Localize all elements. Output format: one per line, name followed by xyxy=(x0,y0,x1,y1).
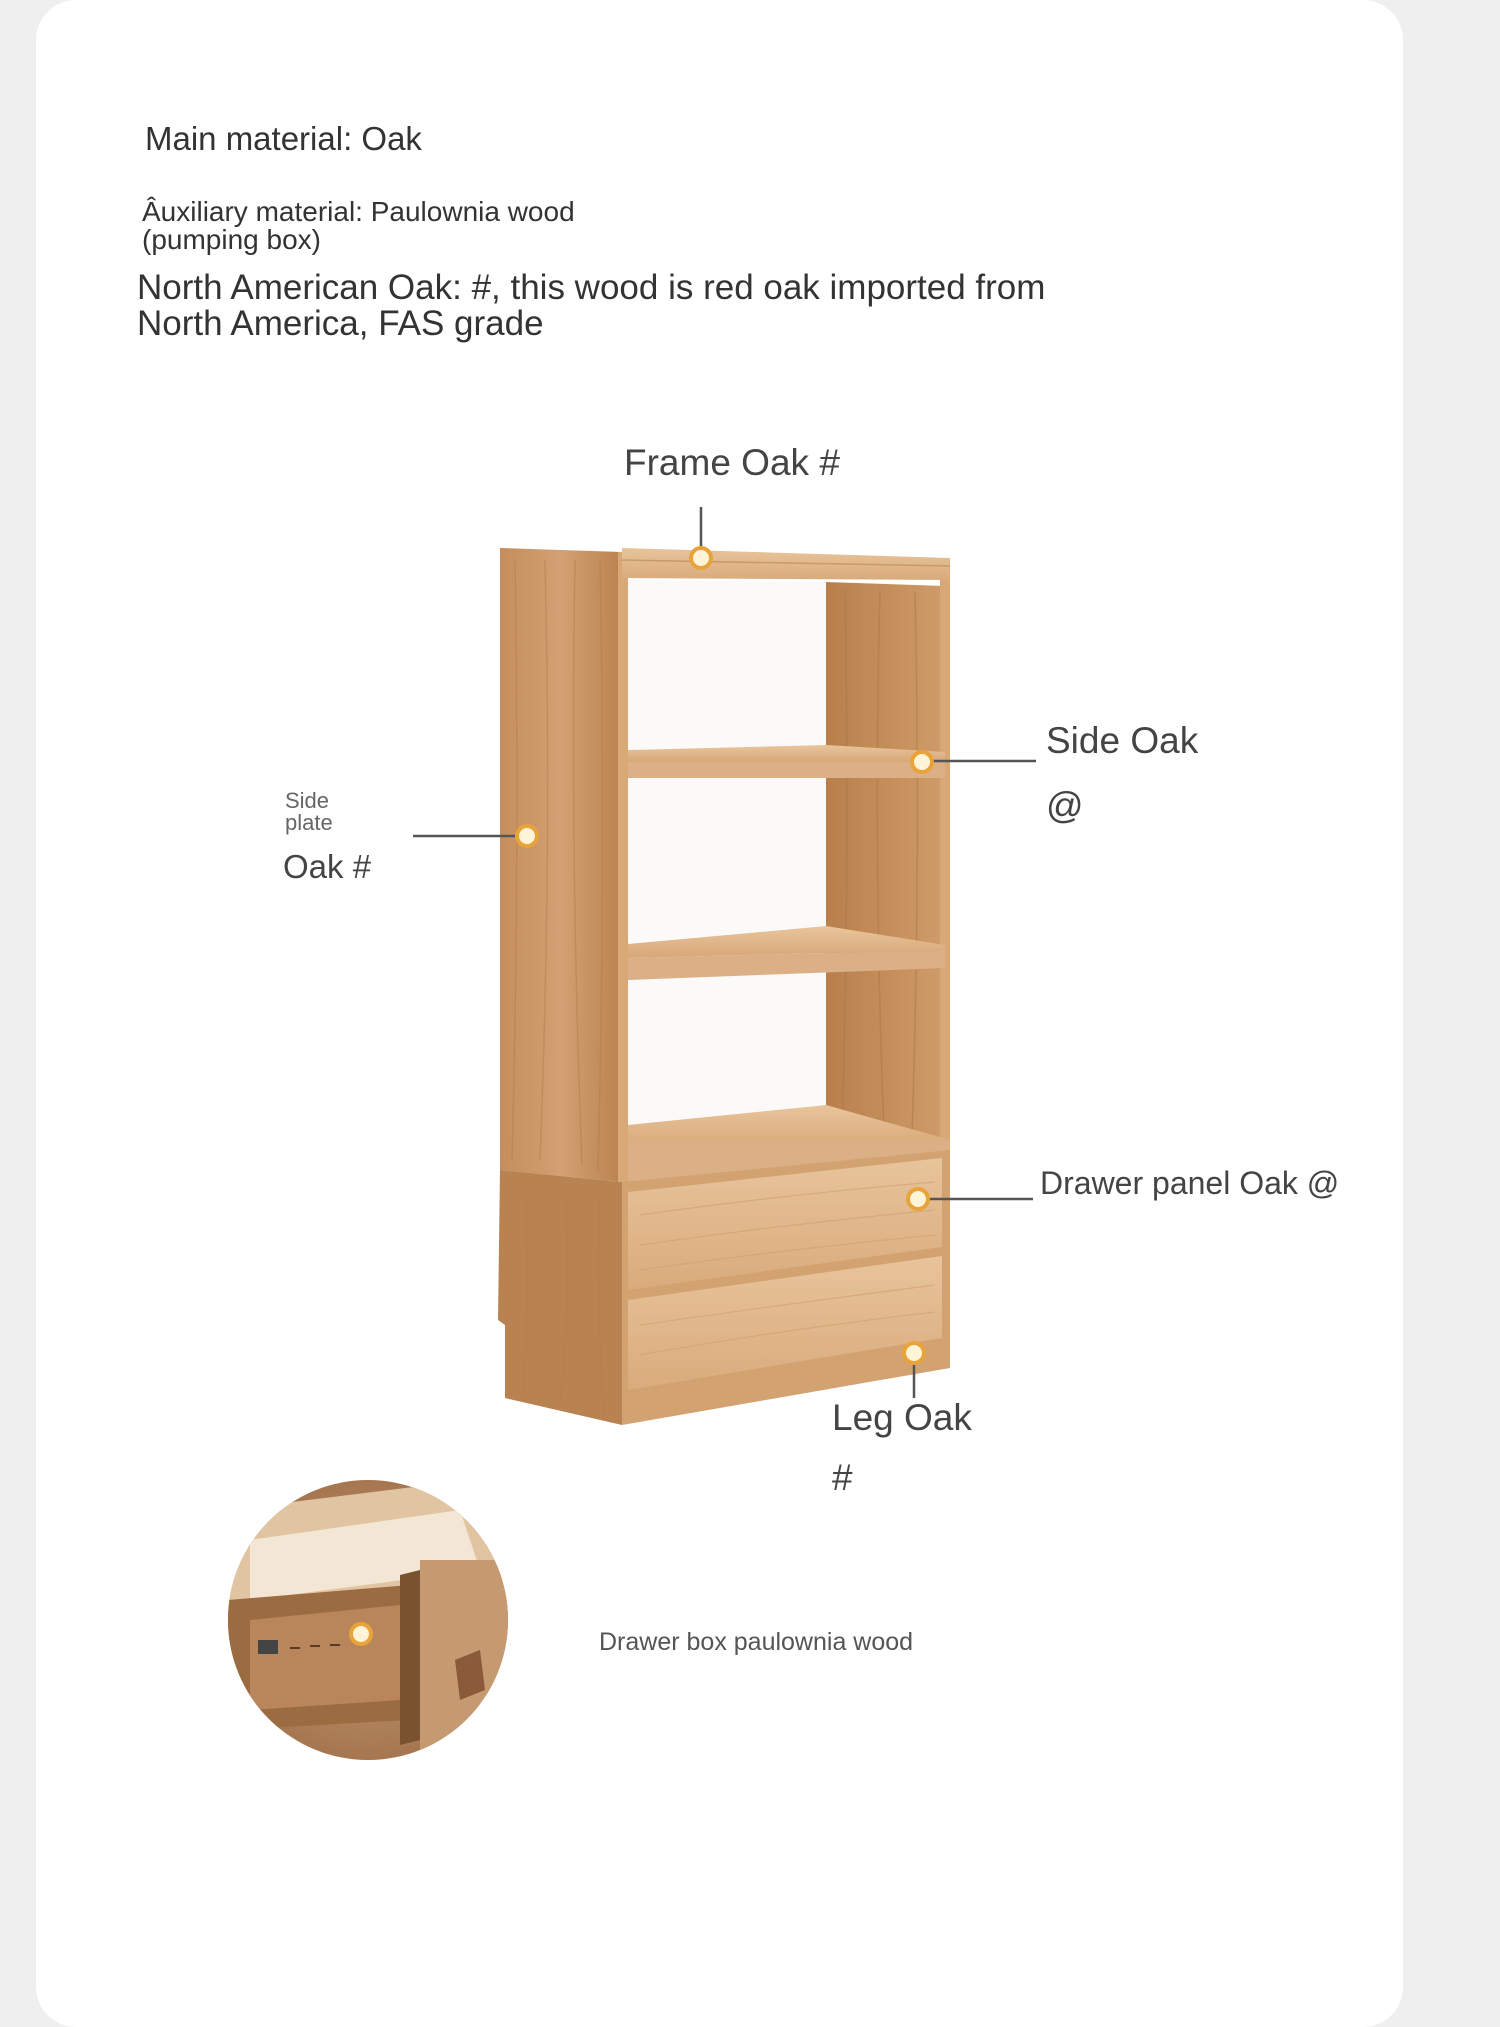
side-plate-oak-label: Oak # xyxy=(283,848,372,885)
frame-oak-label: Frame Oak # xyxy=(624,442,840,483)
side-plate-small-label: Side plate xyxy=(285,788,333,835)
drawer-box-label: Drawer box paulownia wood xyxy=(599,1628,914,1656)
auxiliary-material-text: Âuxiliary material: Paulownia wood (pumping box) xyxy=(142,196,575,255)
main-material-text: Main material: Oak xyxy=(145,120,422,157)
side-oak-symbol: @ xyxy=(1046,785,1084,826)
leg-oak-symbol: # xyxy=(832,1457,853,1498)
leg-oak-label: Leg Oak xyxy=(832,1397,972,1438)
left-side-panel xyxy=(500,548,622,1182)
side-oak-label: Side Oak xyxy=(1046,720,1199,761)
top-board xyxy=(622,548,950,580)
north-american-oak-text: North American Oak: #, this wood is red oak imported from North America, FAS grade xyxy=(137,268,1046,343)
drawer-panel-label: Drawer panel Oak @ xyxy=(1040,1165,1340,1201)
